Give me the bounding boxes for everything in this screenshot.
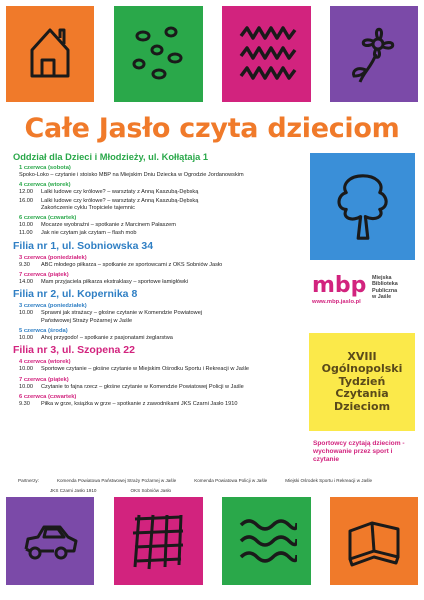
logo-line: Biblioteka bbox=[372, 281, 398, 288]
logo-line: Publiczna bbox=[372, 287, 398, 294]
event-name-line: Ogólnopolski bbox=[321, 362, 403, 376]
event-description: Jak nie czytam jak czytam – flash mob bbox=[41, 230, 137, 237]
event-time: 10.00 bbox=[19, 366, 33, 373]
event-name-line: XVIII bbox=[347, 349, 377, 363]
program-list bbox=[13, 150, 303, 409]
event-time: 12.00 bbox=[19, 189, 33, 196]
event-description: Lalki ludowe czy królowe? – warsztaty z Anną Kaszubą-Dębską bbox=[41, 189, 199, 196]
date-label: 3 czerwca (poniedziałek) bbox=[19, 303, 87, 310]
house-icon bbox=[20, 24, 80, 84]
event-item bbox=[19, 189, 303, 196]
section-header: Filia nr 1, ul. Sobniowska 34 bbox=[13, 239, 154, 252]
partner-name: JKS Czarni Jasło 1910 bbox=[50, 488, 97, 493]
tree-icon bbox=[327, 171, 399, 243]
date-label: 1 czerwca (sobota) bbox=[19, 165, 71, 171]
waves-icon bbox=[237, 511, 297, 571]
flower-icon bbox=[344, 24, 404, 84]
section-header: Oddział dla Dzieci i Młodzieży, ul. Kołłątaja 1 bbox=[13, 152, 209, 162]
waves-tile bbox=[222, 497, 311, 585]
book-icon bbox=[344, 511, 404, 571]
page-title: Całe Jasło czyta dzieciom bbox=[24, 113, 400, 144]
event-item bbox=[19, 310, 303, 325]
event-time: 16.00 bbox=[19, 197, 33, 204]
event-time: 10.00 bbox=[19, 310, 33, 317]
event-name-line: Czytania bbox=[335, 387, 389, 401]
event-description: Sportowe czytanie – głośne czytanie w Miejskim Ośrodku Sportu i Rekreacji w Jaśle bbox=[41, 366, 249, 373]
event-description: Spoko-Loko – czytanie i stoisko MBP na Miejskim Dniu Dziecka w Ogrodzie Jordanowskim bbox=[19, 172, 244, 178]
event-name-line: Tydzień bbox=[338, 374, 386, 388]
book-tile bbox=[330, 497, 418, 585]
logo-line: Miejska bbox=[372, 275, 392, 281]
zigzag-tile bbox=[222, 6, 311, 102]
date-label: 5 czerwca (środa) bbox=[19, 327, 68, 334]
event-item bbox=[19, 222, 303, 229]
event-item bbox=[19, 279, 303, 286]
event-item bbox=[19, 262, 303, 269]
library-logo bbox=[312, 273, 422, 307]
car-tile bbox=[6, 497, 94, 585]
partner-name: Komenda Powiatowa Policji w Jaśle bbox=[194, 478, 268, 483]
event-time: 10.00 bbox=[19, 383, 33, 390]
date-label: 6 czerwca (czwartek) bbox=[19, 215, 77, 222]
partners bbox=[18, 478, 418, 498]
event-text: Państwowej Straży Pożarnej w Jaśle bbox=[41, 317, 133, 324]
event-item bbox=[19, 172, 303, 179]
event-description: Mam przyjaciela piłkarza ekstraklasy – sportowe łamigłówki bbox=[41, 279, 189, 286]
date-label: 4 czerwca (wtorek) bbox=[19, 359, 71, 366]
library-url[interactable]: www.mbp.jaslo.pl bbox=[312, 299, 361, 305]
date-label: 3 czerwca (poniedziałek) bbox=[19, 254, 87, 261]
event-description: Piłka w grze, książka w grze – spotkanie z zawodnikami JKS Czarni Jasło 1910 bbox=[41, 400, 238, 407]
event-description: Mocarze wyobraźni – spotkanie z Marcinem Pałaszem bbox=[41, 222, 176, 229]
event-item bbox=[19, 384, 303, 391]
dots-icon bbox=[129, 24, 189, 84]
zigzag-icon bbox=[237, 24, 297, 84]
event-time: 9.30 bbox=[19, 400, 30, 407]
net-icon bbox=[129, 511, 189, 571]
logo-line: w Jaśle bbox=[372, 293, 392, 300]
event-description: Ahoj przygodo! – spotkanie z pasjonatami żeglarstwa bbox=[41, 334, 173, 341]
partner-name: Komenda Powiatowa Państwowej Straży Pożarnej w Jaśle bbox=[56, 478, 177, 483]
date-label: 6 czerwca (czwartek) bbox=[19, 393, 77, 400]
dots-tile bbox=[114, 6, 203, 102]
flower-tile bbox=[330, 6, 418, 102]
event-description bbox=[41, 198, 303, 213]
section-header: Filia nr 2, ul. Kopernika 8 bbox=[13, 288, 138, 301]
event-text: Zakończenie cyklu Tropiciele tajemnic bbox=[41, 204, 135, 211]
section-header: Filia nr 3, ul. Szopena 22 bbox=[13, 344, 135, 357]
event-name-box bbox=[309, 333, 415, 431]
event-name-line: Dzieciom bbox=[333, 399, 391, 413]
house-tile bbox=[6, 6, 94, 102]
event-item bbox=[19, 401, 303, 408]
event-time: 14.00 bbox=[19, 279, 33, 286]
slogan: Sportowcy czytają dzieciom - wychowanie przez sport i czytanie bbox=[313, 440, 405, 463]
event-item bbox=[19, 335, 303, 342]
event-description: Czytanie to fajna rzecz – głośne czytanie w Komendzie Powiatowej Policji w Jaśle bbox=[41, 383, 244, 390]
event-description bbox=[41, 310, 303, 325]
partner-name: OKS Sobniów Jasło bbox=[130, 488, 172, 493]
event-item bbox=[19, 198, 303, 213]
partners-label: Partnerzy: bbox=[18, 478, 39, 483]
event-text: Lalki ludowe czy królowe? – warsztaty z Anną Kaszubą-Dębską bbox=[41, 197, 199, 204]
tree-tile bbox=[310, 153, 415, 260]
net-tile bbox=[114, 497, 203, 585]
event-time: 9.30 bbox=[19, 261, 30, 268]
event-description: ABC młodego piłkarza – spotkanie ze sportowcami z OKS Sobniów Jasło bbox=[41, 261, 223, 268]
event-text: Sprawni jak strażacy – głośne czytanie w Komendzie Powiatowej bbox=[41, 310, 203, 317]
event-item bbox=[19, 230, 303, 237]
logo-mark: mbp bbox=[312, 273, 367, 298]
date-label: 7 czerwca (piątek) bbox=[19, 376, 69, 383]
event-time: 11.00 bbox=[19, 230, 33, 237]
date-label: 4 czerwca (wtorek) bbox=[19, 182, 71, 189]
date-label: 7 czerwca (piątek) bbox=[19, 272, 69, 279]
event-time: 10.00 bbox=[19, 222, 33, 229]
car-icon bbox=[20, 511, 80, 571]
event-time: 10.00 bbox=[19, 334, 33, 341]
partner-name: Miejski Ośrodek Sportu i Rekreacji w Jaśle bbox=[285, 478, 373, 483]
logo-text bbox=[372, 275, 398, 300]
event-item bbox=[19, 366, 303, 373]
